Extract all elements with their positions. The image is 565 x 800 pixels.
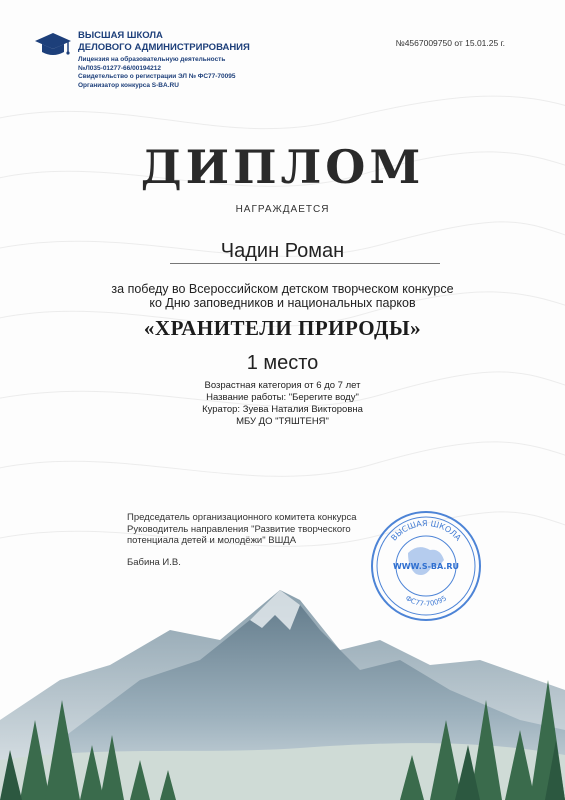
license-text: Лицензия на образовательную деятельность [78, 56, 226, 63]
organization-name [78, 30, 250, 54]
work-title: Название работы: "Берегите воду" [206, 392, 359, 403]
description-line2: ко Дню заповедников и национальных парков [149, 296, 416, 310]
recipient-name: Чадин Роман [220, 240, 345, 262]
registration-certificate: Свидетельство о регистрации ЭЛ № ФС77-70095 [78, 73, 236, 80]
age-category: Возрастная категория от 6 до 7 лет [204, 380, 361, 391]
contest-name: «ХРАНИТЕЛИ ПРИРОДЫ» [143, 316, 422, 340]
organization-details [78, 56, 236, 90]
signature-line3: потенциала детей и молодёжи" ВШДА [127, 535, 297, 546]
stamp-bottom-text: ФС77-70095 [403, 594, 449, 609]
official-stamp [368, 508, 484, 624]
license-number: №Л035-01277-66/00194212 [78, 64, 162, 72]
organizer-text: Организатор конкурса S-BA.RU [78, 81, 179, 89]
org-name-line2: ДЕЛОВОГО АДМИНИСТРИРОВАНИЯ [78, 42, 250, 53]
org-name-line1: ВЫСШАЯ ШКОЛА [78, 30, 163, 41]
participant-details [0, 380, 565, 428]
svg-text:ВЫСШАЯ ШКОЛА [389, 519, 463, 543]
awarded-label: НАГРАЖДАЕТСЯ [235, 204, 330, 215]
signature-block [127, 512, 357, 547]
award-description [0, 282, 565, 310]
document-number: №4567009750 от 15.01.25 г. [395, 38, 505, 48]
signature-line2: Руководитель направления "Развитие творческого [127, 523, 351, 535]
signatory-name: Бабина И.В. [127, 557, 181, 568]
stamp-center-text: WWW.S-BA.RU [392, 562, 460, 571]
description-line1: за победу во Всероссийском детском творческом конкурсе [111, 282, 454, 296]
stamp-top-text: ВЫСШАЯ ШКОЛА [389, 518, 463, 543]
signature-line1: Председатель организационного комитета конкурса [127, 512, 357, 523]
graduation-cap-icon [34, 30, 72, 60]
curator: Куратор: Зуева Наталия Викторовна [202, 404, 363, 415]
place-award: 1 место [246, 352, 319, 374]
diploma-title: ДИПЛОМ [140, 140, 425, 194]
recipient-underline [170, 263, 440, 264]
institution: МБУ ДО "ТЯШТЕНЯ" [236, 416, 329, 427]
